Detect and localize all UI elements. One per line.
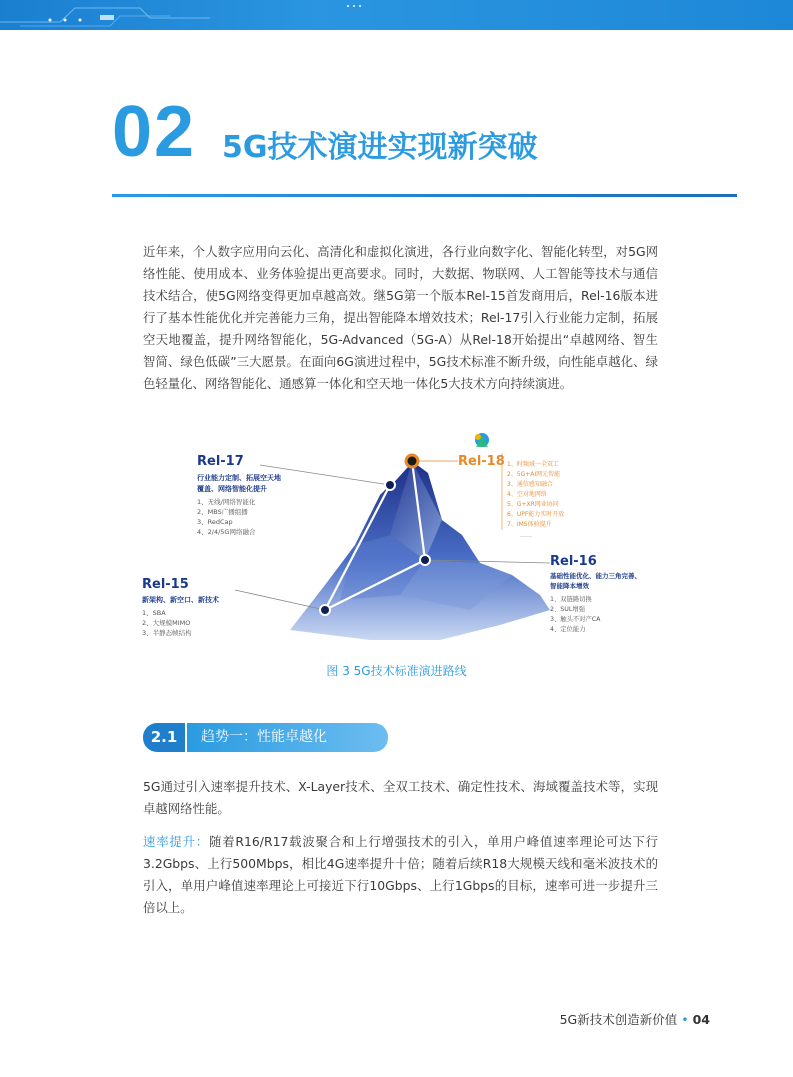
top-banner bbox=[0, 0, 793, 30]
rel18-item: 4、空对地网络 bbox=[507, 491, 547, 498]
rel17-item: 3、RedCap bbox=[197, 518, 233, 526]
rel16-item: 4、定位能力 bbox=[550, 626, 586, 633]
rel16-name: Rel-16 bbox=[550, 554, 597, 569]
node-rel15 bbox=[320, 605, 330, 615]
rel17-item: 1、无线/网络智能化 bbox=[197, 498, 256, 506]
rel18-item: 7、IMS体验提升 bbox=[507, 521, 552, 528]
rel18-name: Rel-18 bbox=[458, 454, 505, 469]
rate-text: 随着R16/R17载波聚合和上行增强技术的引入，单用户峰值速率理论可达下行3.2Gbps、上行500Mbps，相比4G速率提升十倍；随着后续R18大规模天线和毫米波技术的引入，单用户峰值速率理论上可接近下行10Gbps、上行1Gbps的目标，速率可进一步提升三倍以上。 bbox=[143, 834, 658, 915]
intro-paragraph: 近年来，个人数字应用向云化、高清化和虚拟化演进，各行业向数字化、智能化转型，对5G网络性能、使用成本、业务体验提出更高要求。同时，大数据、物联网、人工智能等技术与通信技术结合，使5G网络变得更加卓越高效。继5G第一个版本Rel-15首发商用后，Rel-16版本进行了基本性能优化并完善能力三角，提出智能降本增效技术；Rel-17引入行业能力定制，拓展空天地覆盖，提升网络智能化，5G-Advanced（5G-A）从Rel-18开始提出“卓越网络、智生智简、绿色低碳”三大愿景。在面向6G演进过程中，5G技术标准不断升级，向性能卓越化、绿色轻量化、网络智能化、通感算一体化和空天地一体化5大技术方向持续演进。 bbox=[143, 244, 658, 391]
rel16-subtitle: 基础性能优化、能力三角完善、 bbox=[550, 572, 641, 580]
rate-label: 速率提升： bbox=[143, 834, 210, 849]
rel17-item: 2、MBS广播组播 bbox=[197, 508, 248, 516]
rel18-item: …… bbox=[520, 532, 532, 539]
rel17-subtitle: 覆盖、网络智能化提升 bbox=[197, 485, 267, 493]
section-number: 2.1 bbox=[143, 723, 185, 752]
chapter-title: 5G技术演进实现新突破 bbox=[222, 130, 538, 165]
section-paragraph: 5G通过引入速率提升技术、X-Layer技术、全双工技术、确定性技术、海域覆盖技术等，实现卓越网络性能。 bbox=[143, 779, 658, 816]
rel15-item: 2、大规模MIMO bbox=[142, 619, 191, 627]
rel18-item: 3、通信感知融合 bbox=[507, 481, 553, 488]
flag-icon bbox=[475, 433, 489, 447]
rel17-name: Rel-17 bbox=[197, 454, 244, 469]
circuit-decoration bbox=[0, 0, 793, 30]
rel15-item: 1、SBA bbox=[142, 609, 166, 617]
section-title: 趋势一：性能卓越化 bbox=[187, 723, 388, 752]
rel16-item: 3、触头不对产CA bbox=[550, 616, 601, 623]
node-rel16 bbox=[420, 555, 430, 565]
rel15-item: 3、半静态帧结构 bbox=[142, 629, 192, 637]
rel18-item: 6、UPF能力实时开放 bbox=[507, 511, 565, 518]
rel16-subtitle: 智能降本增效 bbox=[550, 582, 589, 590]
footer-dot: • bbox=[681, 1012, 693, 1027]
leader-rel15 bbox=[235, 590, 325, 610]
page-footer bbox=[560, 1010, 710, 1028]
node-rel18 bbox=[406, 455, 418, 467]
rel15-subtitle: 新架构、新空口、新技术 bbox=[142, 596, 219, 604]
rel16-item: 2、SUL增强 bbox=[550, 606, 586, 613]
rel18-item: 1、时频域一全双工 bbox=[507, 461, 559, 468]
rel18-item: 2、5G+AI网元智能 bbox=[507, 471, 561, 478]
title-divider bbox=[112, 194, 737, 197]
rel18-item: 5、G+XR网业协同 bbox=[507, 501, 559, 508]
rel17-item: 4、2/4/5G网络融合 bbox=[197, 528, 256, 536]
section-header bbox=[143, 723, 388, 752]
rel17-subtitle: 行业能力定制、拓展空天地 bbox=[197, 474, 281, 482]
figure-caption: 图 3 5G技术标准演进路线 bbox=[326, 664, 467, 678]
rel15-name: Rel-15 bbox=[142, 577, 189, 592]
chapter-number: 02 bbox=[112, 92, 197, 172]
rate-paragraph bbox=[143, 831, 658, 919]
rel16-item: 1、双链路切换 bbox=[550, 596, 592, 603]
footer-text: 5G新技术创造新价值 bbox=[559, 1012, 678, 1027]
node-rel17 bbox=[385, 480, 395, 490]
evolution-figure bbox=[140, 425, 660, 650]
page-number: 04 bbox=[692, 1012, 710, 1027]
